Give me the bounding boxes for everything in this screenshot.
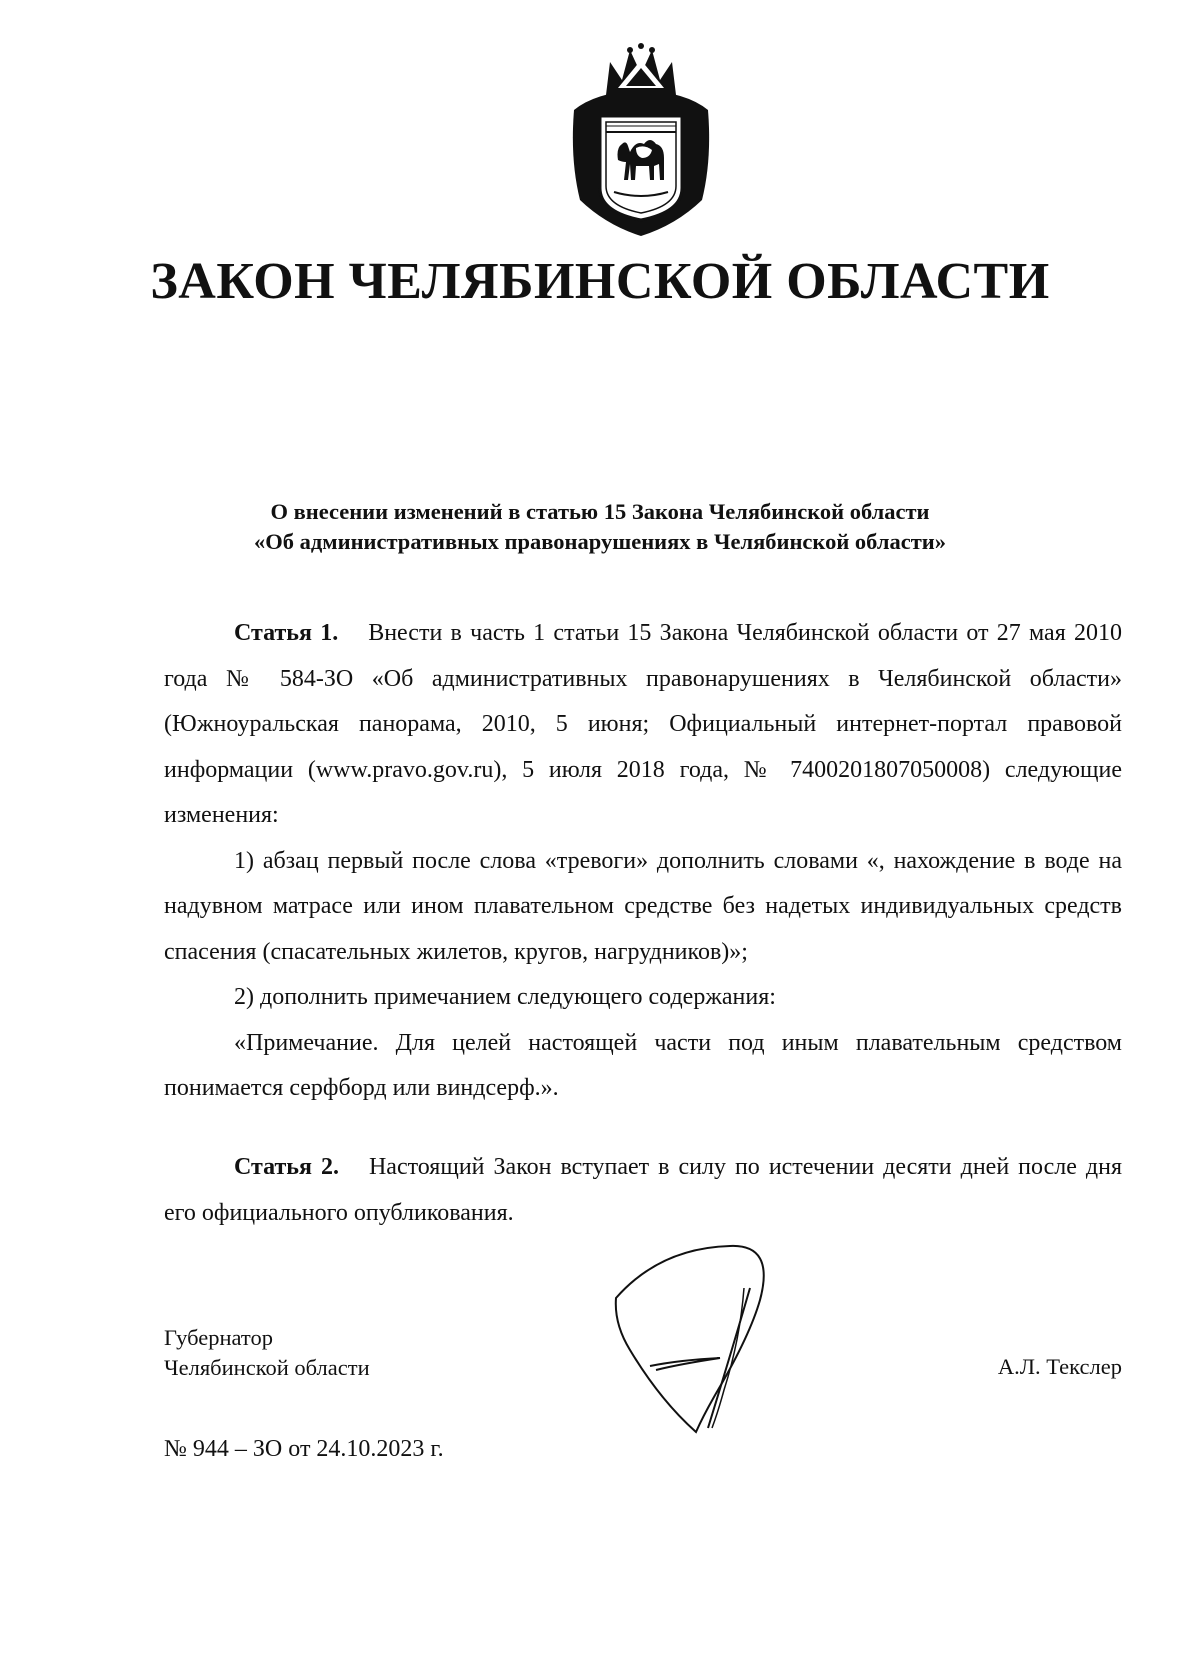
law-title: ЗАКОН ЧЕЛЯБИНСКОЙ ОБЛАСТИ — [150, 253, 1050, 310]
law-subject — [0, 497, 1200, 557]
law-number-date: № 944 – ЗО от 24.10.2023 г. — [164, 1436, 444, 1462]
article-2-text: Настоящий Закон вступает в силу по истечении десяти дней после дня его официального опубликования. — [164, 1154, 1122, 1226]
governor-position-line-1: Губернатор — [164, 1325, 273, 1350]
article-1-intro — [164, 611, 1122, 839]
governor-position — [164, 1323, 370, 1383]
article-2-text-block — [164, 1145, 1122, 1236]
article-2 — [164, 1145, 1122, 1236]
governor-signature — [600, 1240, 810, 1440]
article-1-item-2: 2) дополнить примечанием следующего содержания: — [234, 984, 776, 1010]
article-1-intro-text: Внести в часть 1 статьи 15 Закона Челябинской области от 27 мая 2010 года № 584-ЗО «Об административных правонарушениях в Челябинской области» (Южноуральская панорама, 2010, 5 июня; Официальный интернет-портал правовой информации (www.pravo.gov.ru), 5 июля 2018 года, № 7400201807050008) следующие изменения: — [164, 620, 1122, 828]
article-1-item-1: 1) абзац первый после слова «тревоги» дополнить словами «, нахождение в воде на надувном матрасе или ином плавательном средстве без надетых индивидуальных средств спасения (спасательных жилетов, кругов, нагрудников)»; — [164, 847, 1122, 965]
article-2-label: Статья 2. — [234, 1154, 339, 1180]
governor-position-line-2: Челябинской области — [164, 1355, 370, 1380]
article-1-label: Статья 1. — [234, 620, 339, 646]
coat-of-arms-emblem — [566, 40, 716, 240]
article-1-note: «Примечание. Для целей настоящей части под иным плавательным средством понимается серфборд или виндсерф.». — [164, 1029, 1122, 1101]
governor-name: А.Л. Текслер — [997, 1354, 1122, 1379]
subject-line-1: О внесении изменений в статью 15 Закона Челябинской области — [270, 499, 930, 524]
article-1 — [164, 611, 1122, 1112]
subject-line-2: «Об административных правонарушениях в Челябинской области» — [254, 529, 946, 554]
